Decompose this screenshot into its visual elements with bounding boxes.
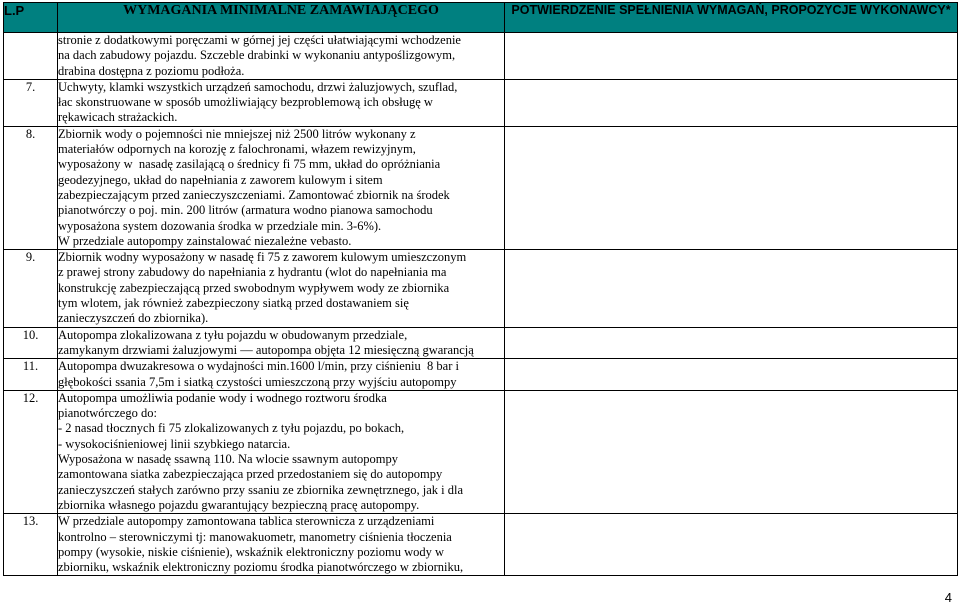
requirement-line: zbiorniku, wskaźnik elektroniczny poziomu środka pianotwórczego w zbiorniku,	[58, 560, 464, 575]
requirement-line: - wysokociśnieniowej linii szybkiego natarcia.	[58, 436, 291, 451]
requirement-line: Autopompa umożliwia podanie wody i wodnego roztworu środka	[58, 390, 387, 405]
header-row	[4, 3, 958, 33]
requirement-line: pianotwórczy o poj. min. 200 litrów (armatura wodno pianowa samochodu	[58, 203, 433, 218]
requirement-line: zanieczyszczeń stałych zarówno przy ssaniu ze zbiornika zewnętrznego, jak i dla	[58, 482, 464, 497]
requirement-line: konstrukcję zabezpieczającą przed swobodnym wypływem wody ze zbiornika	[58, 280, 450, 295]
requirement-text	[58, 514, 505, 576]
requirement-line: W przedziale autopompy zamontowana tablica sterownicza z urządzeniami	[58, 514, 435, 529]
requirement-line: geodezyjnego, układ do napełniania z zaworem kulowym i sitem	[58, 172, 383, 187]
requirement-text	[58, 126, 505, 249]
requirement-line: stronie z dodatkowymi poręczami w górnej jej części ułatwiającymi wchodzenie	[58, 33, 461, 47]
confirmation-cell[interactable]	[505, 327, 958, 359]
requirement-text	[58, 327, 505, 359]
table-row	[4, 79, 958, 126]
requirement-line: na dach zabudowy pojazdu. Szczeble drabinki w wykonaniu antypoślizgowym,	[58, 48, 456, 63]
header-lp: L.P	[4, 3, 58, 33]
requirement-line: Zbiornik wody o pojemności nie mniejszej niż 2500 litrów wykonany z	[58, 126, 416, 141]
requirement-text	[58, 33, 505, 80]
row-number: 13.	[4, 514, 58, 576]
requirement-line: pianotwórczego do:	[58, 406, 157, 421]
requirement-line: wyposażona system dozowania środka w przedziale min. 3-6%).	[58, 218, 382, 233]
requirement-line: głębokości ssania 7,5m i siatką czystości umieszczoną przy wyjściu autopompy	[58, 374, 457, 389]
requirement-text	[58, 250, 505, 327]
confirmation-cell[interactable]	[505, 126, 958, 249]
requirement-text	[58, 359, 505, 391]
page-number: 4	[944, 590, 952, 605]
header-confirmation: POTWIERDZENIE SPEŁNIENIA WYMAGAŃ, PROPOZYCJE WYKONAWCY*	[505, 3, 958, 33]
requirement-line: rękawicach strażackich.	[58, 110, 178, 125]
requirement-line: zabezpieczającym przed zanieczyszczeniami. Zamontować zbiornik na środek	[58, 187, 450, 202]
requirement-line: z prawej strony zabudowy do napełniania z hydrantu (wlot do napełniania ma	[58, 265, 447, 280]
requirement-line: Autopompa dwuzakresowa o wydajności min.1600 l/min, przy ciśnieniu 8 bar i	[58, 359, 459, 374]
requirement-line: łac skonstruowane w sposób umożliwiający bezproblemową ich obsługę w	[58, 95, 433, 110]
requirement-text	[58, 79, 505, 126]
requirement-line: zbiornika własnego pojazdu gwarantujący bezpieczną pracę autopompy.	[58, 497, 420, 512]
requirement-line: Wyposażona w nasadę ssawną 110. Na wlocie ssawnym autopompy	[58, 452, 399, 467]
requirement-line: zamykanym drzwiami żaluzjowymi — autopompa objęta 12 miesięczną gwarancją	[58, 342, 474, 357]
confirmation-cell[interactable]	[505, 33, 958, 80]
row-number: 9.	[4, 250, 58, 327]
confirmation-cell[interactable]	[505, 79, 958, 126]
requirement-line: zanieczyszczeń do zbiornika).	[58, 311, 209, 326]
row-number: 10.	[4, 327, 58, 359]
requirements-table	[3, 2, 958, 576]
row-number: 8.	[4, 126, 58, 249]
requirement-line: - 2 nasad tłocznych fi 75 zlokalizowanych z tyłu pojazdu, po bokach,	[58, 421, 405, 436]
table-row	[4, 359, 958, 391]
header-requirements: WYMAGANIA MINIMALNE ZAMAWIAJĄCEGO	[58, 3, 505, 33]
confirmation-cell[interactable]	[505, 514, 958, 576]
requirement-line: pompy (wysokie, niskie ciśnienie), wskaźnik elektroniczny poziomu wody w	[58, 544, 445, 559]
table-row	[4, 514, 958, 576]
confirmation-cell[interactable]	[505, 359, 958, 391]
requirement-line: Zbiornik wodny wyposażony w nasadę fi 75 z zaworem kulowym umieszczonym	[58, 250, 467, 265]
requirement-text	[58, 390, 505, 513]
row-number: 7.	[4, 79, 58, 126]
table-row	[4, 126, 958, 249]
requirement-line: materiałów odpornych na korozję z falochronami, włazem rewizyjnym,	[58, 142, 416, 157]
requirement-line: kontrolno – sterowniczymi tj: manowakuometr, manometry ciśnienia tłoczenia	[58, 529, 452, 544]
requirements-body	[4, 33, 958, 576]
table-row	[4, 250, 958, 327]
requirement-line: zamontowana siatka zabezpieczająca przed przedostaniem się do autopompy	[58, 467, 443, 482]
table-row	[4, 327, 958, 359]
row-number	[4, 33, 58, 80]
requirement-line: W przedziale autopompy zainstalować niezależne vebasto.	[58, 233, 352, 248]
requirement-line: Autopompa zlokalizowana z tyłu pojazdu w obudowanym przedziale,	[58, 327, 408, 342]
row-number: 11.	[4, 359, 58, 391]
row-number: 12.	[4, 390, 58, 513]
requirement-line: drabina dostępna z poziomu podłoża.	[58, 63, 245, 78]
confirmation-cell[interactable]	[505, 250, 958, 327]
requirement-line: tym wlotem, jak również zabezpieczony siatką przed dostawaniem się	[58, 296, 409, 311]
table-row	[4, 390, 958, 513]
requirement-line: wyposażony w nasadę zasilającą o średnicy fi 75 mm, układ do opróżniania	[58, 157, 441, 172]
requirement-line: Uchwyty, klamki wszystkich urządzeń samochodu, drzwi żaluzjowych, szuflad,	[58, 79, 458, 94]
table-row	[4, 33, 958, 80]
confirmation-cell[interactable]	[505, 390, 958, 513]
